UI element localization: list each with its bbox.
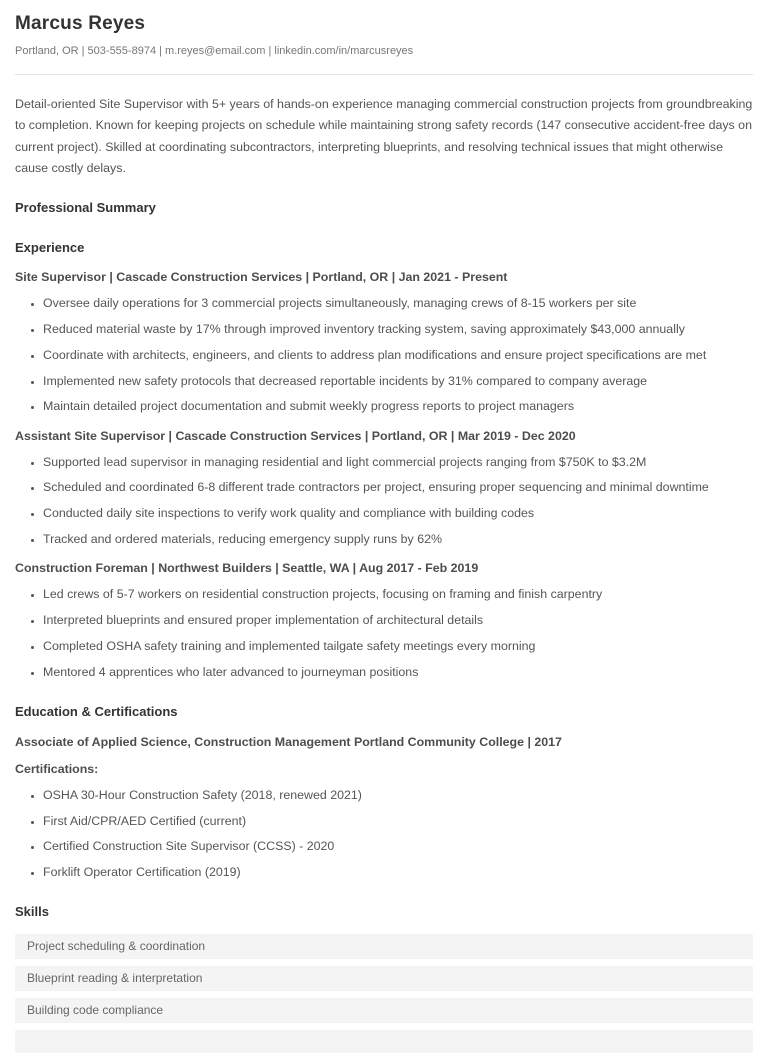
section-heading-education: Education & Certifications <box>15 703 178 719</box>
job-bullet-list <box>15 296 753 413</box>
skill-bar: Building code compliance <box>15 998 753 1023</box>
job-bullet: • Reduced material waste by 17% through improved inventory tracking system, saving approximately $43,000 annually <box>43 322 753 336</box>
job-bullet: • Led crews of 5-7 workers on residential construction projects, focusing on framing and finish carpentry <box>43 587 753 601</box>
job-title: Assistant Site Supervisor | Cascade Construction Services | Portland, OR | Mar 2019 - Dec 2020 <box>15 428 576 443</box>
certification-item: • Certified Construction Site Supervisor (CCSS) - 2020 <box>43 839 753 853</box>
certification-item: • OSHA 30-Hour Construction Safety (2018, renewed 2021) <box>43 788 753 802</box>
job-bullet: • Tracked and ordered materials, reducing emergency supply runs by 62% <box>43 532 753 546</box>
certification-item: • First Aid/CPR/AED Certified (current) <box>43 814 753 828</box>
job-bullet: • Supported lead supervisor in managing residential and light commercial projects ranging from $750K to $3.2M <box>43 455 753 469</box>
person-name: Marcus Reyes <box>15 13 146 34</box>
skill-bar: Blueprint reading & interpretation <box>15 966 753 991</box>
job-title: Construction Foreman | Northwest Builders | Seattle, WA | Aug 2017 - Feb 2019 <box>15 561 479 576</box>
job-bullet: • Mentored 4 apprentices who later advanced to journeyman positions <box>43 665 753 679</box>
certification-list <box>15 788 753 880</box>
job-title: Site Supervisor | Cascade Construction Services | Portland, OR | Jan 2021 - Present <box>15 270 508 285</box>
job-bullet: • Maintain detailed project documentation and submit weekly progress reports to project managers <box>43 399 753 413</box>
contact-line: Portland, OR | 503-555-8974 | m.reyes@email.com | linkedin.com/in/marcusreyes <box>15 45 414 57</box>
section-heading-experience: Experience <box>15 240 85 256</box>
section-heading-skills: Skills <box>15 904 49 920</box>
job-bullet: • Conducted daily site inspections to verify work quality and compliance with building codes <box>43 506 753 520</box>
job-bullet: • Coordinate with architects, engineers, and clients to address plan modifications and ensure project specifications are met <box>43 348 753 362</box>
job-bullet: • Completed OSHA safety training and implemented tailgate safety meetings every morning <box>43 639 753 653</box>
job-bullet-list <box>15 587 753 679</box>
section-heading-professional-summary: Professional Summary <box>15 200 156 216</box>
job-bullet: • Interpreted blueprints and ensured proper implementation of architectural details <box>43 613 753 627</box>
skill-bar <box>15 1030 753 1053</box>
header-divider <box>15 74 753 75</box>
job-bullet: • Implemented new safety protocols that decreased reportable incidents by 31% compared to company average <box>43 374 753 388</box>
job-bullet: • Scheduled and coordinated 6-8 different trade contractors per project, ensuring proper sequencing and minimal downtime <box>43 480 753 494</box>
job-bullet: • Oversee daily operations for 3 commercial projects simultaneously, managing crews of 8-15 workers per site <box>43 296 753 310</box>
certification-item: • Forklift Operator Certification (2019) <box>43 865 753 879</box>
education-degree: Associate of Applied Science, Construction Management Portland Community College | 2017 <box>15 734 562 749</box>
summary-paragraph: Detail-oriented Site Supervisor with 5+ years of hands-on experience managing commercial construction projects from groundbreaking to completion. Known for keeping projects on schedule while maintaining strong safety records (147 consecutive accident-free days on current project). Skilled at coordinating subcontractors, interpreting blueprints, and resolving technical issues that might otherwise cause costly delays. <box>15 97 753 175</box>
certifications-label: Certifications: <box>15 761 99 776</box>
job-bullet-list <box>15 455 753 547</box>
skill-bar: Project scheduling & coordination <box>15 934 753 959</box>
